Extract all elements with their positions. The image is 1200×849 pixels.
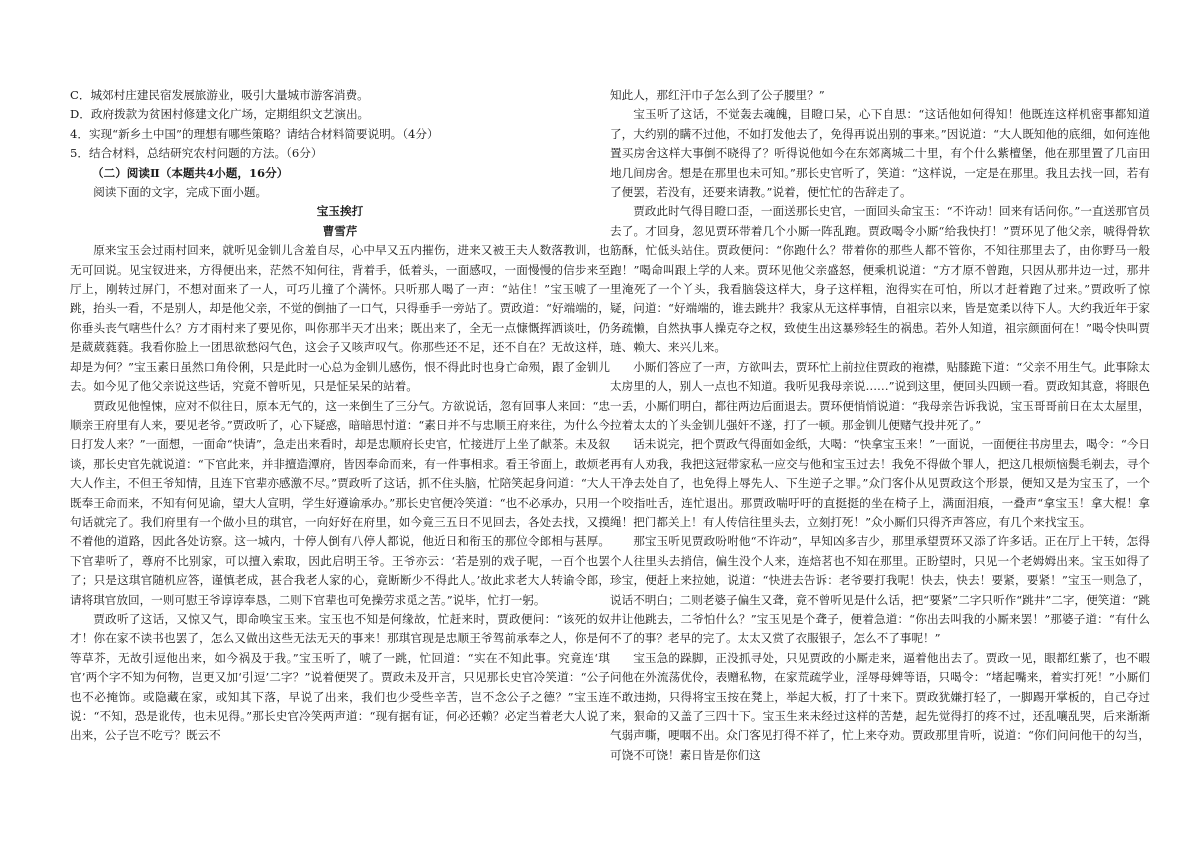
article-paragraph: 那宝玉听见贾政吩咐他“不许动”，早知凶多吉少，那里承望贾环又添了许多话。正在厅上干转，怎得个人往里头去捎信，偏生没个人来，连焙茗也不知在那里。正盼望时，只见一个老姆姆出来。宝玉如得了珍宝，便赶上来拉她，说道：“快进去告诉：老爷要打我呢！快去，快去！要紧，要紧！”宝玉一则急了，说话不明白；二则老婆子偏生又聋，竟不曾听见是什么话，把“要紧”二字只听作“跳井”二字，便笑道：“跳井让他跳去，二爷怕什么？”宝玉见是个聋子，便着急道：“你出去叫我的小厮来罢！”那婆子道：“有什么不了的事？老早的完了。太太又赏了衣服银子，怎么不了事呢！” <box>610 534 1150 646</box>
article-paragraph: 原来宝玉会过雨村回来，就听见金钏儿含羞自尽，心中早又五内摧伤，进来又被王夫人数落教训，也无可回说。见宝钗进来，方得便出来，茫然不知何往，背着手，低着头，一面感叹，一面慢慢的信步来至厅上，刚转过屏门，不想对面来了一人，可巧儿撞了个满怀。只听那人喝了一声：“站住！”宝玉唬了一跳，抬头一看，不是别人，却是他父亲，不觉的倒抽了一口气，只得垂手一旁站了。贾政道：“好端端的，你垂头丧气嗐些什么？方才雨村来了要见你，叫你那半天才出来；既出来了，全无一点慷慨挥洒谈吐，仍是葳葳蕤蕤。我看你脸上一团思欲愁闷气色，这会子又咳声叹气。你那些还不足，还不自在？无故这样，却是为何？”宝玉素日虽然口角伶俐，只是此时一心总为金钏儿感伤，恨不得此时也身亡命殒，跟了金钏儿去。如今见了他父亲说这些话，究竟不曾听见，只是怔呆呆的站着。 <box>70 243 610 394</box>
question-4: 4．实现“新乡土中国”的理想有哪些策略？请结合材料简要说明。（4分） <box>70 126 439 141</box>
section-title: （二）阅读Ⅱ（本题共4小题，16分） <box>92 165 289 180</box>
article-paragraph: 宝玉听了这话，不觉轰去魂魄，目瞪口呆，心下自思：“这话他如何得知！他既连这样机密事都知道了，大约别的瞒不过他，不如打发他去了，免得再说出别的事来。”因说道：“大人既知他的底细，如何连他置买房舍这样大事倒不晓得了？听得说他如今在东郊离城二十里，有个什么紫檀堡，他在那里置了几亩田地几间房舍。想是在那里也未可知。”那长史官听了，笑道：“这样说，一定是在那里。我且去找一回，若有了便罢，若没有，还要来请教。”说着，便忙忙的告辞走了。 <box>610 107 1150 200</box>
option-c: C．城郊村庄建民宿发展旅游业，吸引大量城市游客消费。 <box>70 88 369 102</box>
article-title: 宝玉挨打 <box>316 204 364 219</box>
article-paragraph: 宝玉急的跺脚，正没抓寻处，只见贾政的小厮走来，逼着他出去了。贾政一见，眼都红紫了，也不暇问他在外流荡优伶，表赠私物，在家荒疏学业，淫辱母婢等语，只喝令：“堵起嘴来，着实打死！”小厮们不敢违拗，只得将宝玉按在凳上，举起大板，打了十来下。贾政犹嫌打轻了，一脚踢开掌板的，自己夺过来，狠命的又盖了三四十下。宝玉生来未经过这样的苦楚，起先觉得打的疼不过，还乱嚷乱哭，后来渐渐气弱声嘶，哽咽不出。众门客见打得不祥了，忙上来夺劝。贾政那里肯听，说道：“你们问问他干的勾当，可饶不可饶！素日皆是你们这 <box>610 650 1150 762</box>
reading-instruction: 阅读下面的文字，完成下面小题。 <box>93 185 268 200</box>
article-paragraph: 贾政听了这话，又惊又气，即命唤宝玉来。宝玉也不知是何缘故，忙赶来时，贾政便问：“该死的奴才！你在家不读书也罢了，怎么又做出这些无法无天的事来！那琪官现是忠顺王爷驾前承奉之人，你是何等草芥，无故引逗他出来，如今祸及于我。”宝玉听了，唬了一跳，忙回道：“实在不知此事。究竟连‘琪官’两个字不知为何物，岂更又加‘引逗’二字？”说着便哭了。贾政未及开言，只见那长史官冷笑道：“公子也不必掩饰。或隐藏在家，或知其下落，早说了出来，我们也少受些辛苦，岂不念公子之德？”宝玉连说：“不知，恐是讹传，也未见得。”那长史官冷笑两声道：“现有据有证，何必还赖？必定当着老大人说了出来，公子岂不吃亏？既云不 <box>70 611 610 743</box>
article-paragraph: 贾政见他惶悚，应对不似往日，原本无气的，这一来倒生了三分气。方欲说话，忽有回事人来回：“忠顺亲王府里有人来，要见老爷。”贾政听了，心下疑惑，暗暗思忖道：“素日并不与忠顺王府来往，为什么今日打发人来？”一面想，一面命“快请”，急走出来看时，却是忠顺府长史官，忙接进厅上坐了献茶。未及叙谈，那长史官先就说道：“下官此来，并非擅造潭府，皆因奉命而来，有一件事相求。看王爷面上，敢烦老大人作主，不但王爷知情，且连下官辈亦感激不尽。”贾政听了这话，抓不住头脑，忙陪笑起身问道：“大人既奉王命而来，不知有何见谕，望大人宣明，学生好遵谕承办。”那长史官便冷笑道：“也不必承办，只用一句话就完了。我们府里有一个做小旦的琪官，一向好好在府里，如今竟三五日不见回去，各处去找，又摸不着他的道路，因此各处访察。这一城内，十停人倒有八停人都说，他近日和衔玉的那位令郎相与甚厚。下官辈听了，尊府不比别家，可以擅入索取，因此启明王爷。王爷亦云：‘若是别的戏子呢，一百个也罢了；只是这琪官随机应答，谨慎老成，甚合我老人家的心，竟断断少不得此人。’故此求老大人转谕令郎，请将琪官放回，一则可慰王爷谆谆奉恳，二则下官辈也可免操劳求觅之苦。”说毕，忙打一躬。 <box>70 398 610 607</box>
article-paragraph: 小厮们答应了一声，方欲叫去，贾环忙上前拉住贾政的袍襟，贴膝跪下道：“父亲不用生气。此事除太太房里的人，别人一点也不知道。我听见我母亲说……”说到这里，便回头四顾一看。贾政知其意，将眼色一丢，小厮们明白，都往两边后面退去。贾环便悄悄说道：“我母亲告诉我说，宝玉哥哥前日在太太屋里，拉着太太的丫头金钏儿强奸不遂，打了一顿。那金钏儿便赌气投井死了。” <box>610 359 1150 432</box>
article-paragraph: 话未说完，把个贾政气得面如金纸，大喝：“快拿宝玉来！”一面说，一面便往书房里去，喝令：“今日再有人劝我，我把这冠带家私一应交与他和宝玉过去！我免不得做个罪人，把这几根烦恼鬓毛剃去，寻个干净去处自了，也免得上辱先人、下生逆子之罪。”众门客仆从见贾政这个形景，便知又是为宝玉了，一个个咬指吐舌，连忙退出。那贾政喘吁吁的直挺挺的坐在椅子上，满面泪痕，一叠声“拿宝玉！拿大棍！拿绳！把门都关上！有人传信往里头去，立刻打死！”众小厮们只得齐声答应，有几个来找宝玉。 <box>610 437 1150 529</box>
right-column <box>610 86 1150 765</box>
left-column <box>70 86 610 746</box>
question-5: 5．结合材料，总结研究农村问题的方法。（6分） <box>70 146 323 161</box>
article-author: 曹雪芹 <box>322 223 358 238</box>
article-paragraph: 贾政此时气得目瞪口歪，一面送那长史官，一面回头命宝玉：“不许动！回来有话问你。”一直送那官员去了。才回身，忽见贾环带着几个小厮一阵乱跑。贾政喝令小厮“给我快打！”贾环见了他父亲，唬得骨软筋酥，忙低头站住。贾政便问：“你跑什么？带着你的那些人都不管你，不知往那里去了，由你野马一般跑！”喝命叫跟上学的人来。贾环见他父亲盛怒，便乘机说道：“方才原不曾跑，只因从那井边一过，那井里淹死了一个丫头，我看脑袋这样大，身子这样粗，泡得实在可怕，所以才赶着跑了过来。”贾政听了惊疑，问道：“好端端的，谁去跳井？我家从无这样事情，自祖宗以来，皆是宽柔以待下人。大约我近年于家务疏懒，自然执事人操克夺之权，致使生出这暴殄轻生的祸患。若外人知道，祖宗颜面何在！”喝令快叫贾琏、赖大、来兴儿来。 <box>610 204 1150 355</box>
article-paragraph-continued: 知此人，那红汗巾子怎么到了公子腰里？” <box>610 88 825 102</box>
option-d: D．政府拨款为贫困村修建文化广场，定期组织文艺演出。 <box>70 107 370 122</box>
